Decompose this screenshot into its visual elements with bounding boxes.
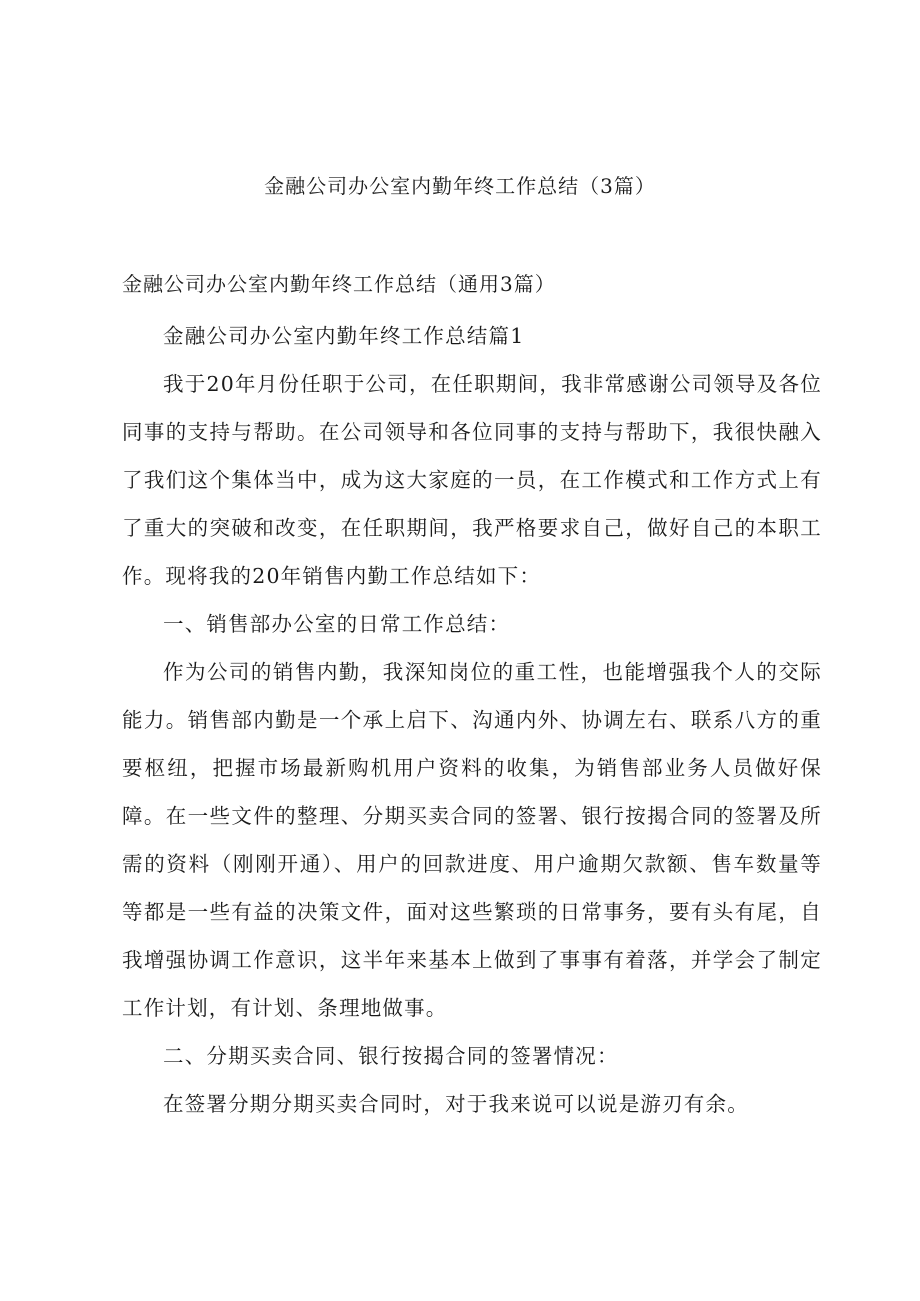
body-paragraph: 在签署分期分期买卖合同时，对于我来说可以说是游刃有余。 (163, 1092, 749, 1116)
body-paragraph: 我于20年月份任职于公司，在任职期间，我非常感谢公司领导及各位同事的支持与帮助。在公司领导和各位同事的支持与帮助下，我很快融入了我们这个集体当中，成为这大家庭的一员，在工作模式和工作方式上有了重大的突破和改变，在任职期间，我严格要求自己，做好自己的本职工作。现将我的20年销售内勤工作总结如下： (122, 372, 822, 588)
section-heading: 金融公司办公室内勤年终工作总结篇1 (163, 324, 525, 348)
section-heading: 二、分期买卖合同、银行按揭合同的签署情况： (163, 1044, 619, 1068)
body-paragraph: 作为公司的销售内勤，我深知岗位的重工性，也能增强我个人的交际能力。销售部内勤是一个承上启下、沟通内外、协调左右、联系八方的重要枢纽，把握市场最新购机用户资料的收集，为销售部业务人员做好保障。在一些文件的整理、分期买卖合同的签署、银行按揭合同的签署及所需的资料（刚刚开通）、用户的回款进度、用户逾期欠款额、售车数量等等都是一些有益的决策文件，面对这些繁琐的日常事务，要有头有尾，自我增强协调工作意识，这半年来基本上做到了事事有着落，并学会了制定工作计划，有计划、条理地做事。 (122, 660, 822, 1020)
document-body (122, 312, 822, 1128)
section-heading: 一、销售部办公室的日常工作总结： (163, 612, 511, 636)
document-title: 金融公司办公室内勤年终工作总结（3篇） (264, 174, 656, 198)
document-subtitle: 金融公司办公室内勤年终工作总结（通用3篇） (122, 272, 556, 296)
